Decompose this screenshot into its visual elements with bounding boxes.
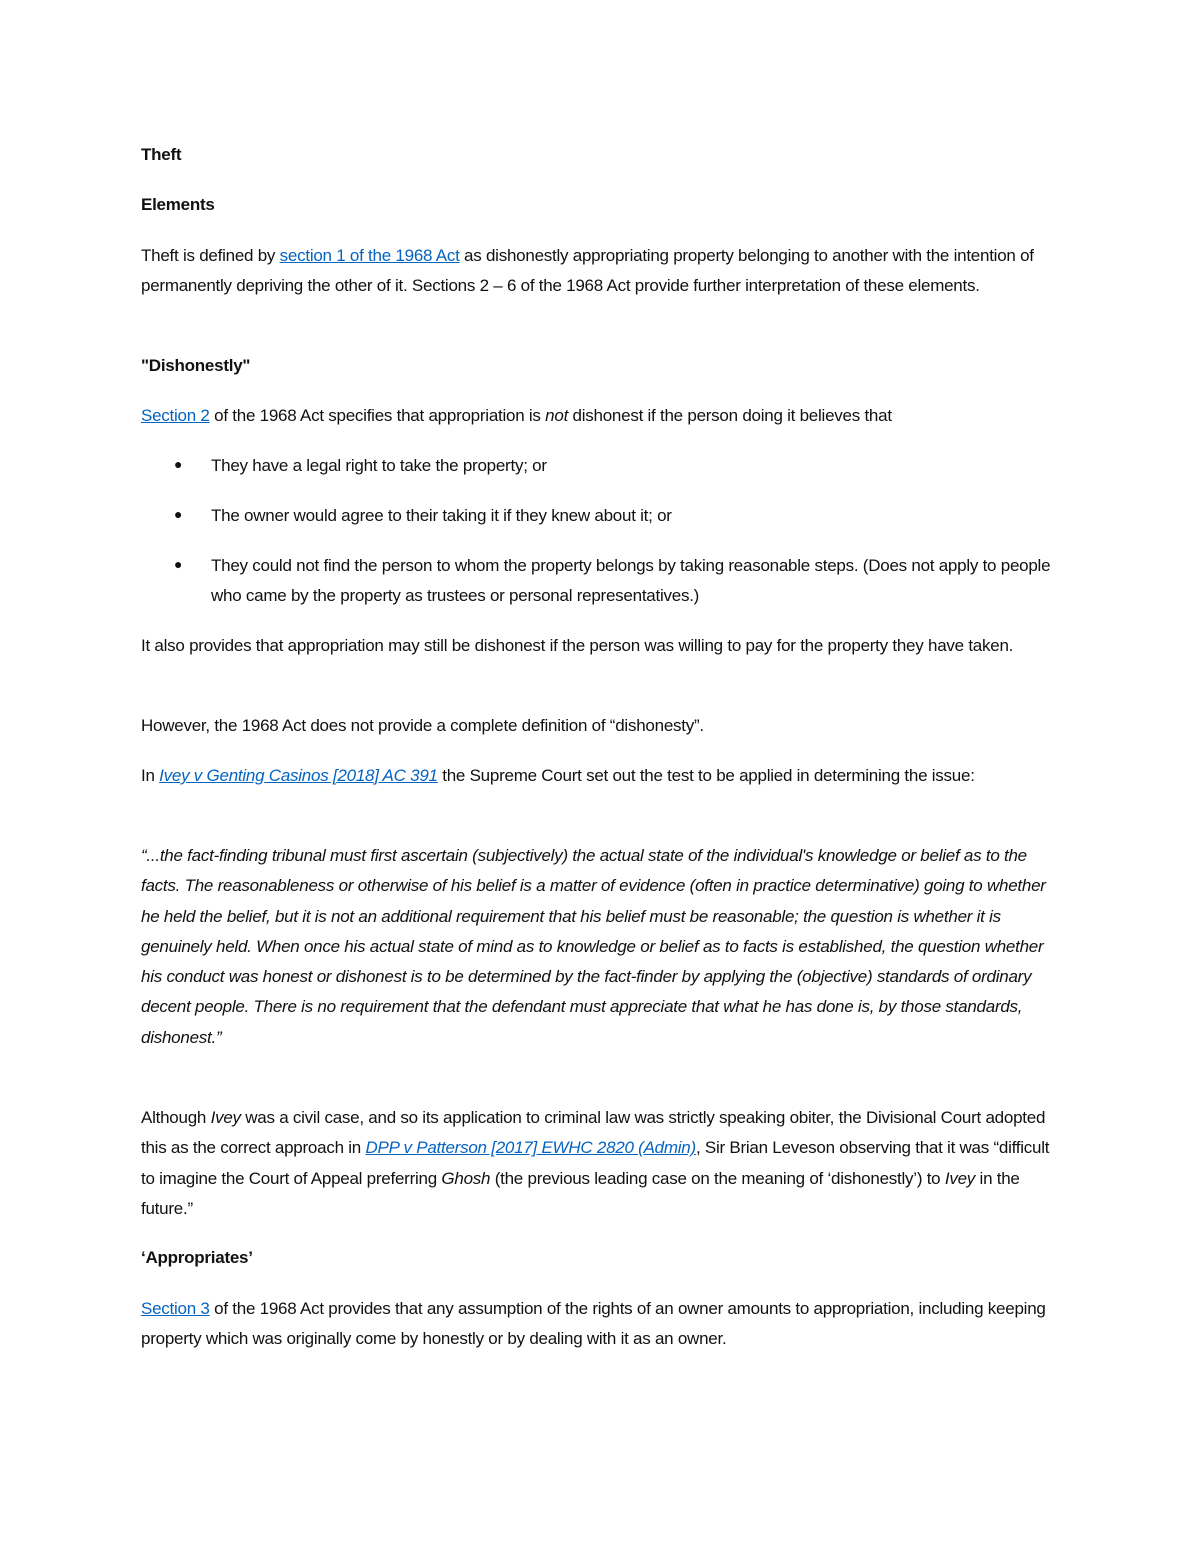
text: of the 1968 Act provides that any assumption of the rights of an owner amounts to appropriation, including keeping property which was originally come by honestly or by dealing with it as an owner. bbox=[141, 1299, 1046, 1349]
paragraph-section-3 bbox=[141, 1294, 1066, 1355]
heading-theft: Theft bbox=[141, 145, 182, 164]
paragraph-section-2 bbox=[141, 401, 1066, 431]
text: as dishonestly appropriating property belonging to another with the intention of permanently depriving the other of it. Sections 2 – 6 of the 1968 Act provide further interpretation of these elements. bbox=[141, 246, 1034, 296]
heading-elements: Elements bbox=[141, 195, 215, 214]
text: Although bbox=[141, 1108, 211, 1127]
list-item: The owner would agree to their taking it if they knew about it; or bbox=[211, 506, 672, 525]
emphasis: Ghosh bbox=[441, 1168, 491, 1188]
heading-dishonestly: "Dishonestly" bbox=[141, 356, 251, 375]
text: of the 1968 Act specifies that appropriation is bbox=[209, 406, 546, 425]
text: Theft is defined by bbox=[141, 246, 280, 265]
emphasis: Ivey bbox=[944, 1168, 976, 1188]
emphasis: not bbox=[545, 406, 569, 425]
link-ivey-case[interactable]: Ivey v Genting Casinos [2018] AC 391 bbox=[159, 766, 438, 785]
paragraph-ivey bbox=[141, 761, 1066, 791]
bullet-icon: ● bbox=[174, 556, 183, 572]
list-item: They could not find the person to whom the property belongs by taking reasonable steps. (Does not apply to people who came by the property as trustees or personal representatives.) bbox=[211, 556, 1051, 606]
link-dpp-patterson[interactable]: DPP v Patterson [2017] EWHC 2820 (Admin) bbox=[365, 1138, 696, 1158]
paragraph-willing-to-pay: It also provides that appropriation may still be dishonest if the person was willing to pay for the property they have taken. bbox=[141, 636, 1014, 655]
quote-ivey: “...the fact-finding tribunal must first ascertain (subjectively) the actual state of the individual's knowledge or belief as to the facts. The reasonableness or otherwise of his belief is a matter of evidence (often in practice determinative) going to whether he held the belief, but it is not an additional requirement that his belief must be reasonable; the question is whether it is genuinely held. When once his actual state of mind as to knowledge or belief as to facts is established, the question whether his conduct was honest or dishonest is to be determined by the fact-finder by applying the (objective) standards of ordinary decent people. There is no requirement that the defendant must appreciate that what he has done is, by those standards, dishonest.” bbox=[141, 846, 1046, 1047]
paragraph-no-definition: However, the 1968 Act does not provide a complete definition of “dishonesty”. bbox=[141, 716, 704, 735]
bullet-icon: ● bbox=[174, 456, 183, 472]
text: was a civil case, and so its application to criminal law was strictly speaking obiter, the Divisional Court adopted this as the correct approach in bbox=[141, 1108, 1046, 1158]
paragraph-definition bbox=[141, 241, 1066, 302]
text: (the previous leading case on the meaning of ‘dishonestly’) to bbox=[490, 1168, 945, 1188]
text: dishonest if the person doing it believes that bbox=[568, 406, 892, 425]
emphasis: Ivey bbox=[210, 1108, 241, 1127]
heading-appropriates: ‘Appropriates’ bbox=[141, 1248, 253, 1267]
text: In bbox=[141, 766, 160, 785]
link-section-1[interactable]: section 1 of the 1968 Act bbox=[279, 246, 460, 265]
text: in the future.” bbox=[141, 1168, 1020, 1218]
paragraph-patterson bbox=[141, 1103, 1066, 1224]
link-section-3[interactable]: Section 3 bbox=[141, 1299, 210, 1318]
text: the Supreme Court set out the test to be applied in determining the issue: bbox=[437, 766, 975, 785]
text: , Sir Brian Leveson observing that it was “difficult to imagine the Court of Appeal preferring bbox=[141, 1138, 1050, 1188]
link-section-2[interactable]: Section 2 bbox=[141, 406, 210, 425]
bullet-icon: ● bbox=[174, 506, 183, 522]
list-item: They have a legal right to take the property; or bbox=[211, 456, 547, 475]
